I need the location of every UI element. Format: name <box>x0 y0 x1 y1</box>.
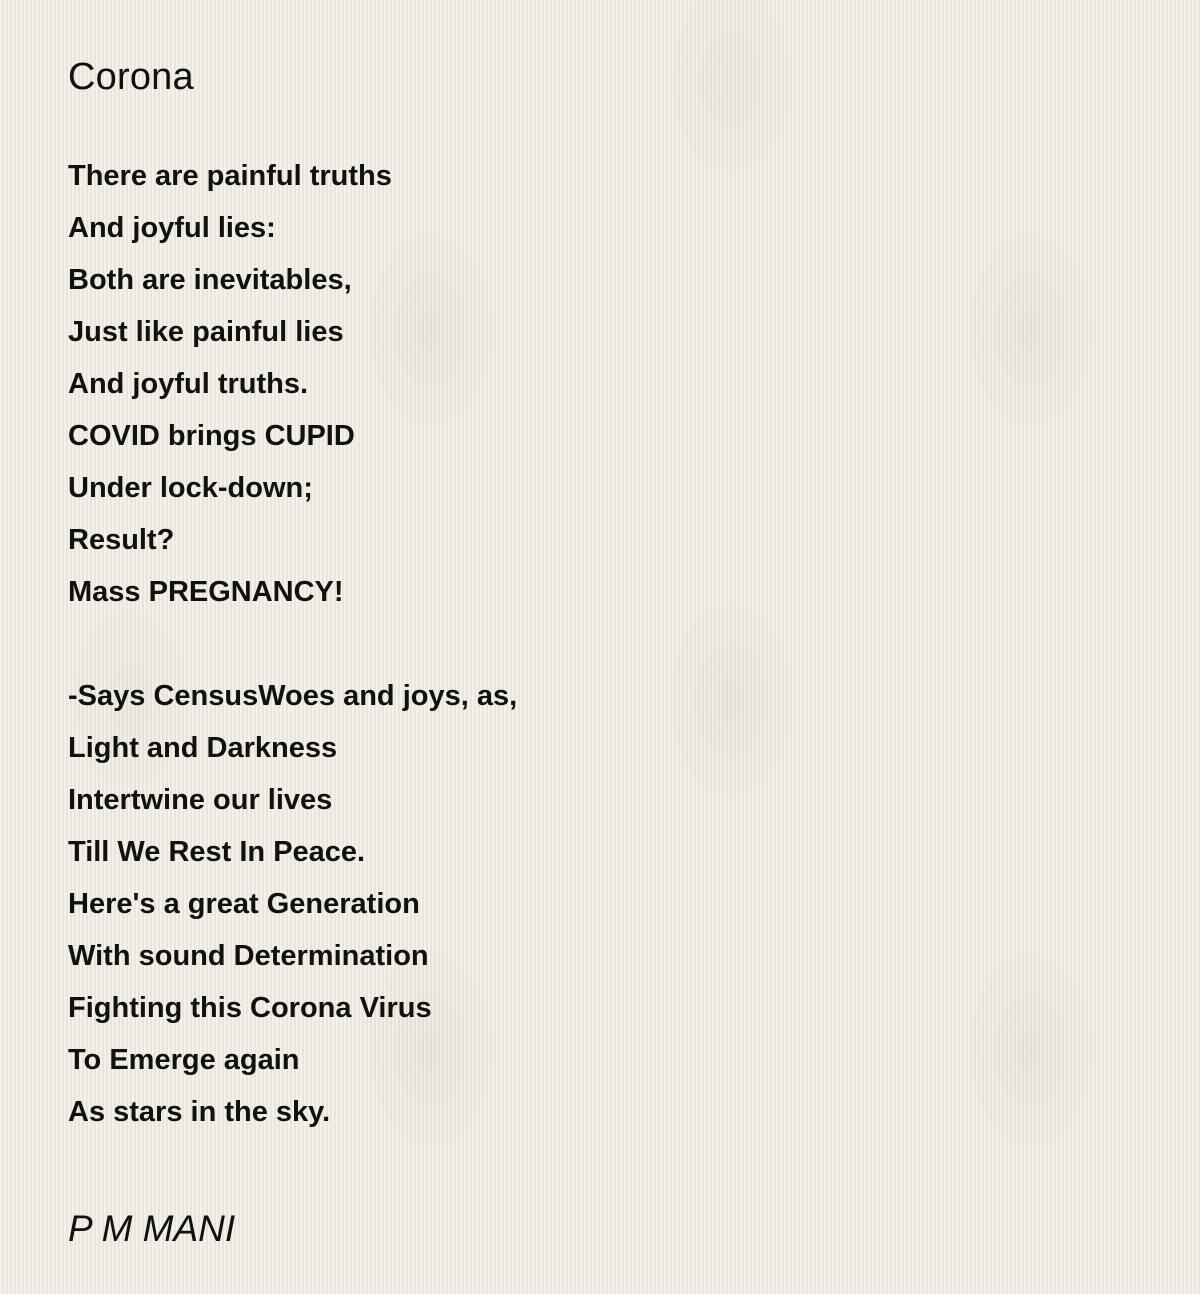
poem-author: P M MANI <box>68 1208 236 1249</box>
poem-line: And joyful truths. <box>68 368 309 400</box>
poem-line: Both are inevitables, <box>68 264 352 296</box>
poem-line: Light and Darkness <box>68 732 338 764</box>
poem-line: To Emerge again <box>68 1044 300 1076</box>
poem-line: Result? <box>68 524 175 556</box>
poem-title: Corona <box>68 56 194 98</box>
poem-line: Till We Rest In Peace. <box>68 836 366 868</box>
poem-line: Just like painful lies <box>68 316 344 348</box>
poem-line: COVID brings CUPID <box>68 420 355 452</box>
poem-line: Here's a great Generation <box>68 888 420 920</box>
poem-line: There are painful truths <box>68 160 392 192</box>
stanza-1 <box>68 150 1128 618</box>
poem-line: Fighting this Corona Virus <box>68 992 432 1024</box>
poem-line: Under lock-down; <box>68 472 313 504</box>
poem-line: As stars in the sky. <box>68 1096 331 1128</box>
poem-line: And joyful lies: <box>68 212 276 244</box>
stanza-2 <box>68 670 1128 1138</box>
poem-line: With sound Determination <box>68 940 429 972</box>
poem-line: Mass PREGNANCY! <box>68 576 344 608</box>
poem-container <box>68 52 1128 1252</box>
poem-line: Intertwine our lives <box>68 784 333 816</box>
poem-line: -Says CensusWoes and joys, as, <box>68 680 518 712</box>
